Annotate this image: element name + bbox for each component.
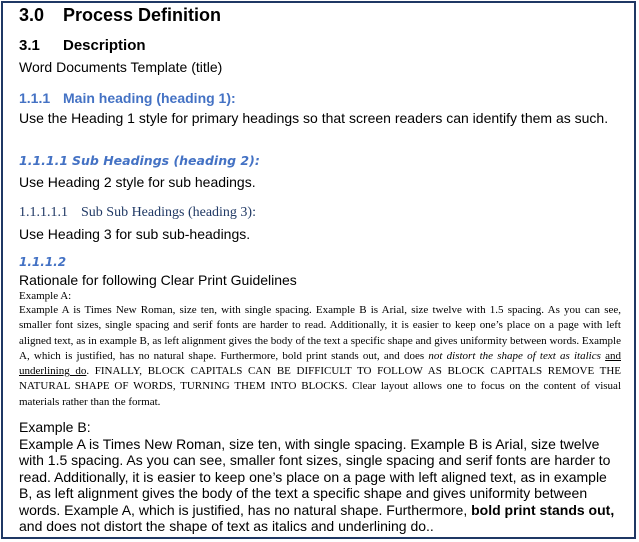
sub-sub-heading-text: Use Heading 3 for sub sub-headings. (19, 226, 251, 242)
heading-title: Process Definition (63, 5, 222, 25)
heading-number: 1.1.1 (19, 90, 51, 106)
template-title: Word Documents Template (title) (19, 59, 223, 75)
example-b-heading: Example B: (19, 419, 91, 435)
example-a-paragraph (19, 303, 621, 410)
document-frame (1, 1, 636, 539)
heading-title: Main heading (heading 1): (63, 90, 236, 106)
heading-4-number: 1.1.1.2 (19, 255, 67, 269)
example-a-text-1: Example A is Times New Roman, size ten, with single spacing. Example B is Arial, size twelve with 1.5 spacing. As you can see, smaller font sizes, single spacing and serif fonts are harder to read. Additionally, it is easier to keep one’s place on a page with left aligned text, as in example B, as left alignment gives the body of the text a specific shape and gives uniformity between words. Example A, which is justified, has no natural shape. Furthermore, bold print stands out, and does (19, 304, 621, 362)
example-a-heading: Example A: (19, 290, 72, 302)
sub-sub-heading (19, 205, 256, 221)
heading-process-definition (19, 5, 221, 26)
heading-title: Sub Headings (heading 2): (72, 153, 260, 168)
sub-heading (19, 153, 260, 168)
main-heading (19, 90, 236, 106)
example-b-bold: bold print stands out, (471, 501, 615, 518)
heading-description (19, 37, 146, 54)
heading-title: Description (63, 37, 146, 54)
example-a-text-2: . FINALLY, BLOCK CAPITALS CAN BE DIFFICULT TO FOLLOW AS BLOCK CAPITALS REMOVE THE NATURAL SHAPE OF WORDS, TURNING THEM INTO BLOCKS. Clear layout allows one to focus on the content of visual materials rather than the format. (19, 365, 622, 408)
example-b-text-2: and does not distort the shape of text as italics and underlining do.. (19, 518, 434, 535)
heading-number: 1.1.1.1 (19, 153, 69, 168)
heading-number: 1.1.1.1.1 (19, 205, 68, 220)
example-b-paragraph (19, 436, 619, 534)
heading-title: Sub Sub Headings (heading 3): (81, 205, 256, 220)
rationale-heading: Rationale for following Clear Print Guidelines (19, 272, 297, 288)
example-a-underlined: and underlining do (19, 349, 621, 378)
heading-number: 3.1 (19, 37, 40, 54)
sub-heading-text: Use Heading 2 style for sub headings. (19, 174, 256, 190)
main-heading-text: Use the Heading 1 style for primary headings so that screen readers can identify them as such. (19, 110, 609, 126)
heading-number: 3.0 (19, 5, 45, 25)
example-a-italic: not distort the shape of text as italics (428, 349, 601, 362)
example-b-text-1: Example A is Times New Roman, size ten, with single spacing. Example B is Arial, size twelve with 1.5 spacing. As you can see, smaller font sizes, single spacing and serif fonts are harder to read. Additionally, it is easier to keep one’s place on a page with left aligned text, as in example B, as left alignment gives the body of the text a specific shape and gives uniformity between words. Example A, which is justified, has no natural shape. Furthermore, (19, 436, 611, 518)
